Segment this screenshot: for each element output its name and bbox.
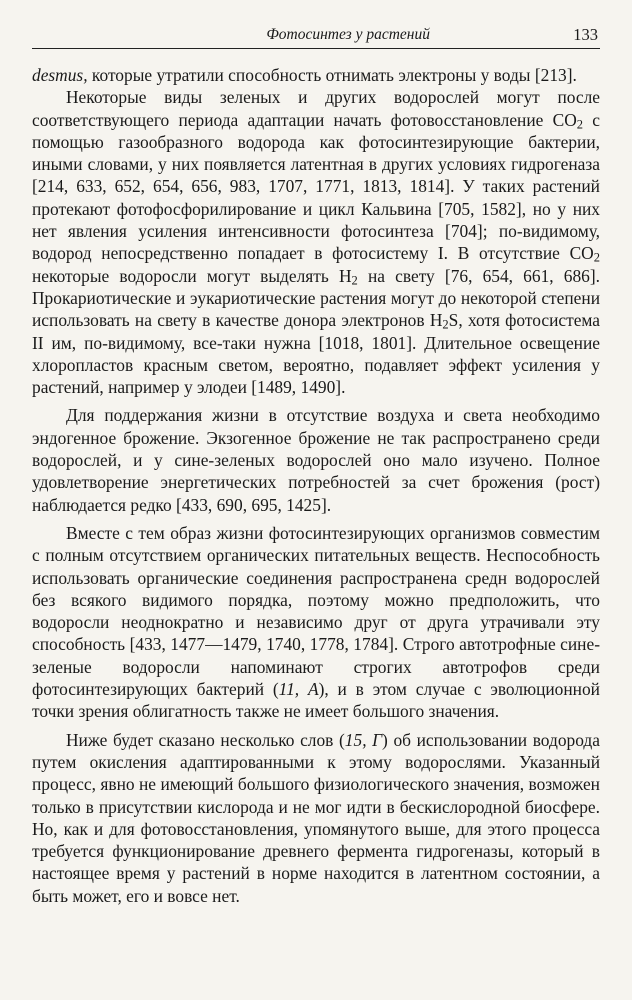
paragraph-2-part-a: Некоторые виды зеленых и других водорослей могут после соответствующего периода адаптации начать фотовосстановление CO: [32, 87, 600, 130]
subscript: 2: [351, 272, 358, 287]
paragraph-4-part-b: ), и в этом случае с эволюционной точки зрения облигатность также не имеет большого значения.: [32, 679, 600, 722]
paragraph-4: [32, 522, 600, 723]
running-title: Фотосинтез у растений: [266, 26, 430, 43]
paragraph-5-part-a: Ниже будет сказано несколько слов (: [66, 729, 345, 750]
subscript: 2: [576, 116, 584, 131]
page-number: 133: [573, 25, 598, 44]
paragraph-2: [32, 86, 600, 398]
section-reference: 11, А: [278, 679, 319, 700]
genus-name: desmus,: [32, 65, 88, 85]
paragraph-2-part-b: с помощью газообразного водорода как фотосинтезирующие бактерии, иными словами, у них появляется латентная в других условиях гидрогеназа [214, 633, 652, 654, 656, 983, 1707, 1771, 1813, 1814]. У таких растений протекают фотофосфорилирование и цикл Кальвина [705, 1582], но у них нет явления усиления интенсивности фотосинтеза [704]; по-видимому, водород непосредственно попадает в фотосистему I. В отсутствие CO: [32, 109, 600, 264]
subscript: 2: [442, 317, 449, 332]
body-text: [32, 64, 600, 907]
section-reference: 15, Г: [344, 729, 383, 750]
paragraph-1: [32, 64, 600, 86]
paragraph-4-part-a: Вместе с тем образ жизни фотосинтезирующих организмов совместим с полным отсутствием органических питательных веществ. Неспособность использовать органические соединения распространена средн водорослей без всякого видимого порядка, поэтому можно предположить, что водоросли неоднократно и независимо друг от друга утрачивали эту способность [433, 1477—1479, 1740, 1778, 1784]. Строго автотрофные сине-зеленые водоросли напоминают строгих автотрофов среди фотосинтезирующих бактерий (: [32, 522, 600, 700]
paragraph-1-text: которые утратили способность отнимать электроны у воды [213].: [87, 65, 577, 85]
paragraph-2-part-c: некоторые водоросли могут выделять H: [32, 265, 352, 286]
paragraph-5: [32, 729, 600, 907]
paragraph-2-part-d: на свету [76, 654, 661, 686]. Прокариотические и эукариотические растения могут до некоторой степени использовать на свету в качестве донора электронов H: [32, 265, 600, 331]
paragraph-2-part-e: S, хотя фотосистема II им, по-видимому, все-таки нужна [1018, 1801]. Длительное освещение хлоропластов красным светом, вероятно, подавляет эффект усиления у растений, например у элодеи [1489, 1490].: [32, 310, 601, 398]
subscript: 2: [593, 250, 600, 265]
paragraph-5-part-b: ) об использовании водорода путем окисления адаптированными к этому водорослями. Указанный процесс, явно не имеющий большого физиологического значения, возможен только в присутствии кислорода и не мог идти в бескислородной биосфере. Но, как и для фотовосстановления, упомянутого выше, для этого процесса требуется функционирование древнего фермента гидрогеназы, который в настоящее время у растений в норме находится в латентном состоянии, а быть может, его и вовсе нет.: [32, 729, 601, 906]
paragraph-3: Для поддержания жизни в отсутствие воздуха и света необходимо эндогенное брожение. Экзогенное брожение не так распространено среди водорослей, и у сине-зеленых водорослей оно мало изучено. Полное удовлетворение энергетических потребностей за счет брожения (рост) наблюдается редко [433, 690, 695, 1425].: [32, 405, 600, 515]
running-header: [32, 22, 600, 49]
